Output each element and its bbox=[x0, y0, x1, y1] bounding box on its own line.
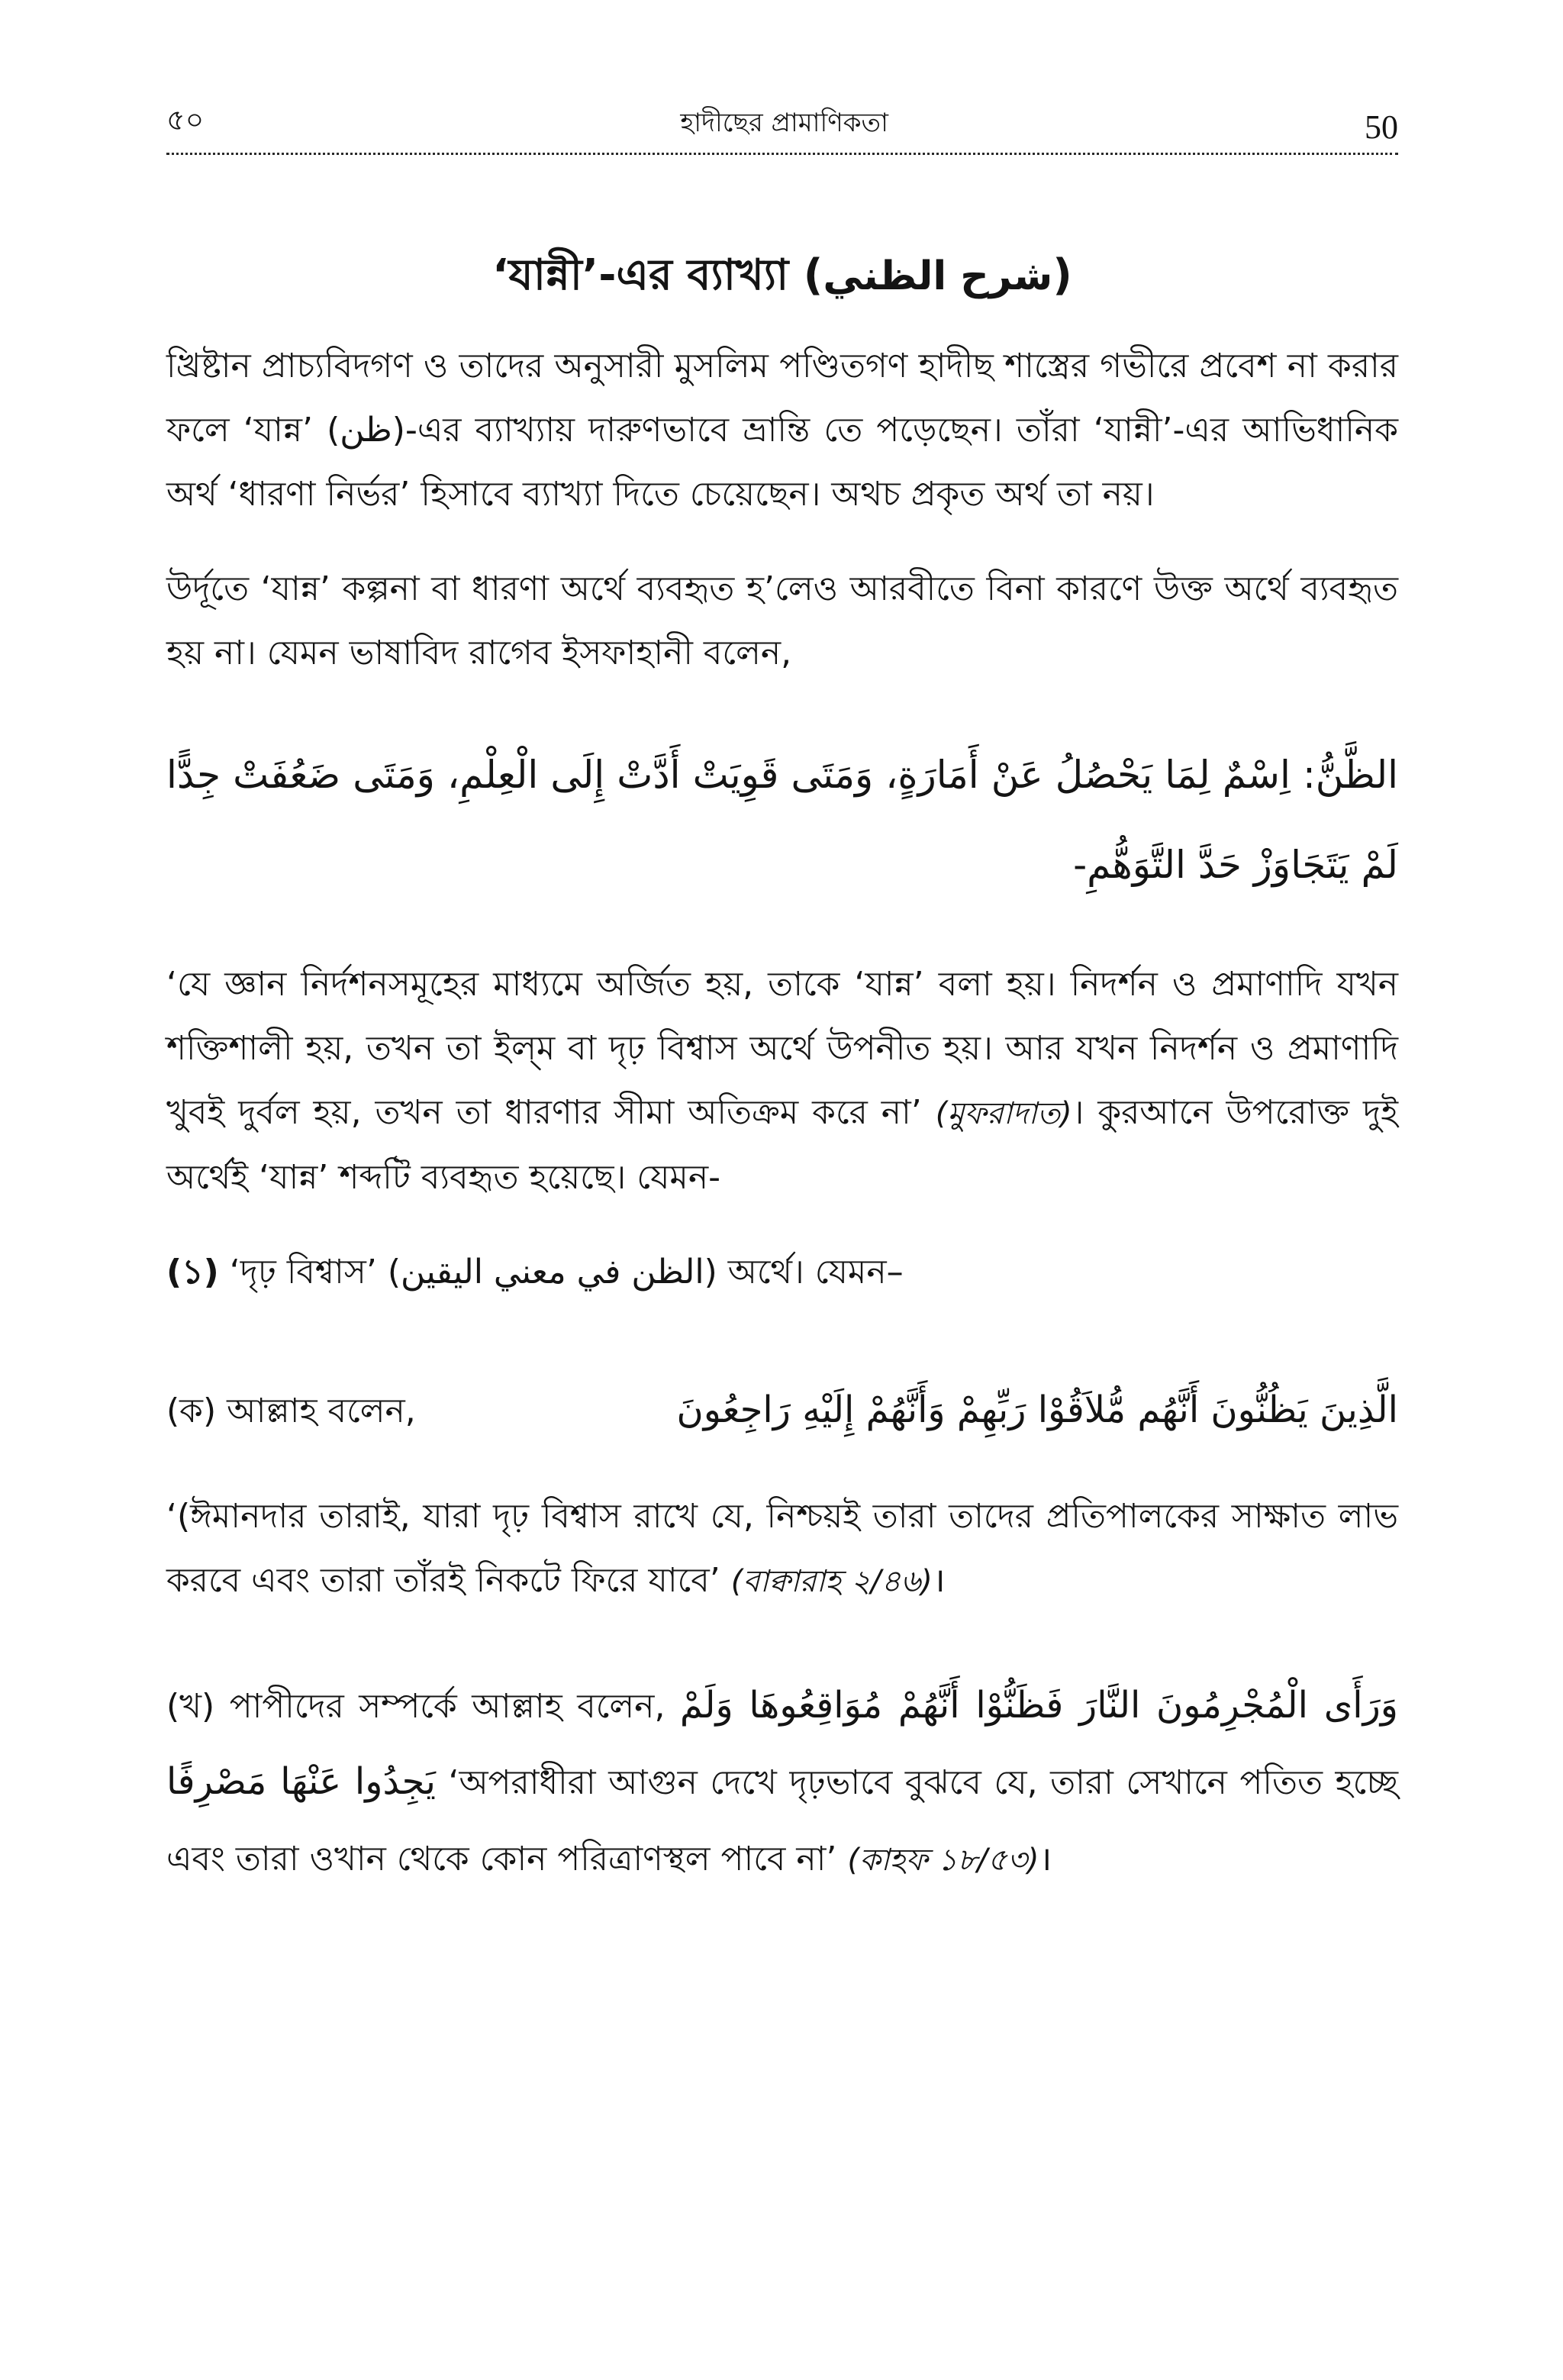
item-1-text-b: ) অর্থে। যেমন– bbox=[704, 1253, 904, 1292]
arabic-quotation: الظَّنُّ: اِسْمٌ لِمَا يَحْصُلُ عَنْ أَمَارَةٍ، وَمَتَى قَوِيَتْ أَدَّتْ إِلَى الْعِلْمِ، وَمَتَى ضَعُفَتْ جِدًّا لَمْ يَتَجَاوَزْ حَدَّ التَّوَهُّمِ- bbox=[166, 753, 1398, 887]
item-number: (১) bbox=[166, 1253, 219, 1292]
section-title-bengali: ‘যান্নী’-এর ব্যাখ্যা ( bbox=[492, 250, 823, 300]
paragraph-1-text-a: খ্রিষ্টান প্রাচ্যবিদগণ ও তাদের অনুসারী মুসলিম পণ্ডিতগণ হাদীছ শাস্ত্রের গভীরে প্রবেশ না করার ফলে ‘যান্ন’ ( bbox=[166, 347, 1398, 450]
example-ka-label: (ক) আল্লাহ বলেন, bbox=[166, 1392, 416, 1430]
citation-mufradat: (মুফরাদাত) bbox=[935, 1096, 1072, 1131]
paragraph-3-text-b: । কুরআনে উপরোক্ত দুই অর্থেই ‘যান্ন’ শব্দটি ব্যবহৃত হয়েছে। যেমন- bbox=[166, 1093, 1398, 1197]
running-header bbox=[166, 90, 1398, 155]
running-title: হাদীছের প্রামাণিকতা bbox=[680, 108, 888, 138]
page-number: 50 bbox=[1364, 108, 1398, 146]
paragraph-1-arabic: ظن bbox=[340, 411, 392, 450]
section-title-arabic: شرح الظني bbox=[823, 253, 1053, 299]
example-kha-intro: (খ) পাপীদের সম্পর্কে আল্লাহ বলেন, bbox=[166, 1687, 680, 1726]
paragraph-3 bbox=[166, 953, 1398, 1210]
paragraph-3-text-a: ‘যে জ্ঞান নির্দশনসমূহের মাধ্যমে অর্জিত হয়, তাকে ‘যান্ন’ বলা হয়। নিদর্শন ও প্রমাণাদি যখন শক্তিশালী হয়, তখন তা ইল্‌ম বা দৃঢ় বিশ্বাস অর্থে উপনীত হয়। আর যখন নিদর্শন ও প্রমাণাদি খুবই দুর্বল হয়, তখন তা ধারণার সীমা অতিক্রম করে না’ bbox=[166, 965, 1398, 1132]
section-title-close: ) bbox=[1052, 250, 1072, 300]
example-kha-end: । bbox=[1039, 1840, 1052, 1879]
citation-kahf: (কাহফ ১৮/৫৩) bbox=[847, 1843, 1039, 1878]
example-kha bbox=[166, 1669, 1398, 1898]
page-number-bengali: ৫০ bbox=[166, 103, 205, 137]
translation-end: । bbox=[932, 1561, 946, 1600]
citation-baqarah: (বাক্বারাহ ২/৪৬) bbox=[730, 1564, 933, 1599]
example-ka-verse: الَّذِينَ يَظُنُّونَ أَنَّهُم مُّلاَقُوْا رَبِّهِمْ وَأَنَّهُمْ إِلَيْهِ رَاجِعُونَ bbox=[676, 1388, 1398, 1431]
example-kha-translation: ‘অপরাধীরা আগুন দেখে দৃঢ়ভাবে বুঝবে যে, তারা সেখানে পতিত হচ্ছে এবং তারা ওখান থেকে কোন পরিত্রাণস্থল পাবে না’ bbox=[166, 1763, 1398, 1879]
paragraph-2: উর্দূতে ‘যান্ন’ কল্পনা বা ধারণা অর্থে ব্যবহৃত হ’লেও আরবীতে বিনা কারণে উক্ত অর্থে ব্যবহৃত হয় না। যেমন ভাষাবিদ রাগেব ইসফাহানী বলেন, bbox=[166, 569, 1398, 672]
section-title bbox=[166, 237, 1398, 314]
example-ka-translation bbox=[166, 1485, 1398, 1614]
translation-text: ‘(ঈমানদার তারাই, যারা দৃঢ় বিশ্বাস রাখে যে, নিশ্চয়ই তারা তাদের প্রতিপালকের সাক্ষাত লাভ করবে এবং তারা তাঁরই নিকটে ফিরে যাবে’ bbox=[166, 1497, 1398, 1600]
item-1-arabic: الظن في معني اليقين bbox=[401, 1253, 704, 1292]
example-ka bbox=[166, 1375, 1398, 1446]
page-content bbox=[166, 0, 1398, 1898]
paragraph-1 bbox=[166, 334, 1398, 527]
meaning-item-1 bbox=[166, 1237, 1398, 1308]
paragraph-1-text-b: )-এর ব্যাখ্যায় দারুণভাবে ভ্রান্তি তে পড়েছেন। তাঁরা ‘যান্নী’-এর আভিধানিক অর্থ ‘ধারণা নির্ভর’ হিসাবে ব্যাখ্যা দিতে চেয়েছেন। অথচ প্রকৃত অর্থ তা নয়। bbox=[166, 411, 1398, 514]
example-kha-verse: وَرَأَى الْمُجْرِمُونَ النَّارَ فَظَنُّوْا أَنَّهُمْ مُوَاقِعُوهَا وَلَمْ يَجِدُوا عَنْهَا مَصْرِفًا bbox=[166, 1684, 1398, 1803]
item-1-text-a: ‘দৃঢ় বিশ্বাস’ ( bbox=[218, 1253, 401, 1292]
